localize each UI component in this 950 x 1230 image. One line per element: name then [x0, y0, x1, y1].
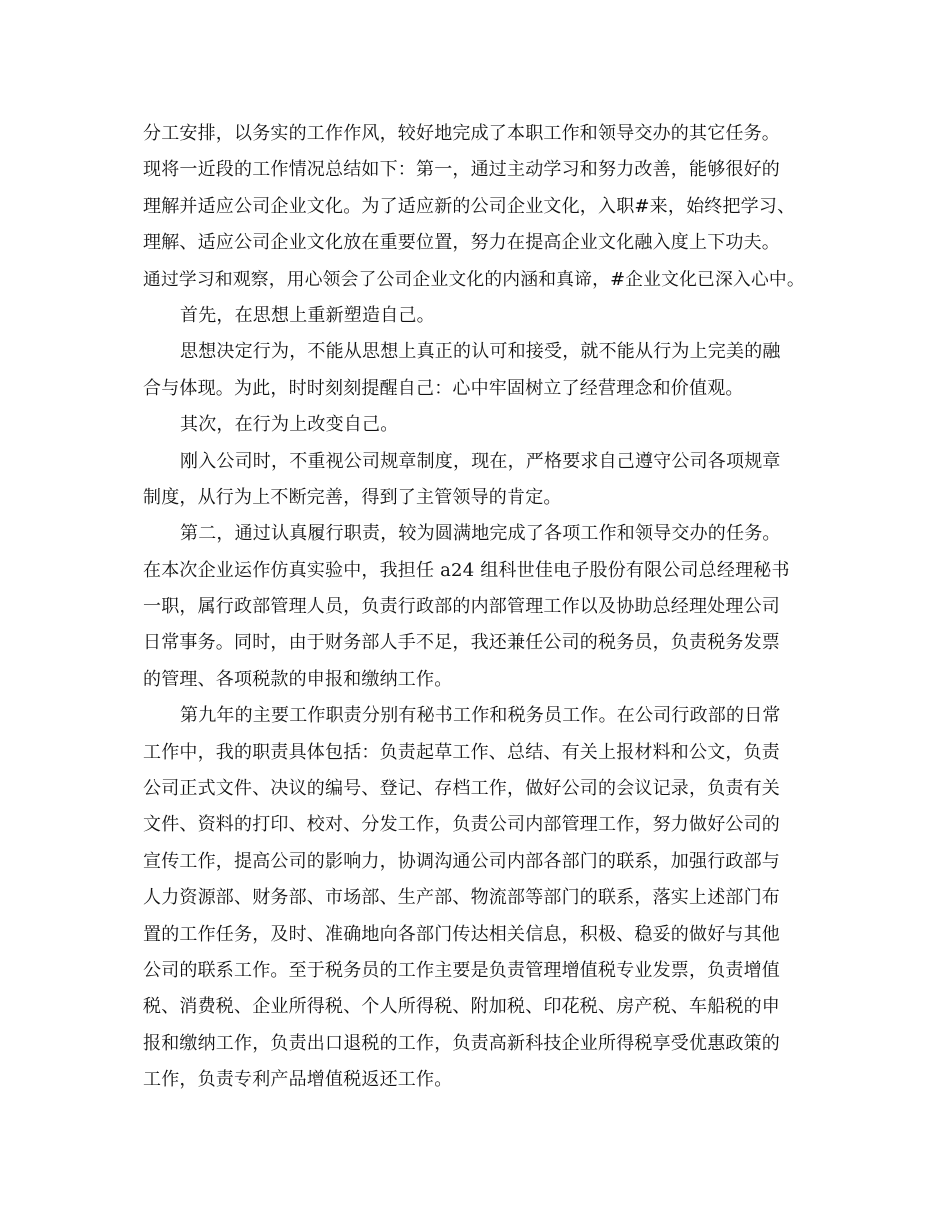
text-line: 首先，在思想上重新塑造自己。 [180, 304, 435, 326]
text-line: 一职，属行政部管理人员，负责行政部的内部管理工作以及协助总经理处理公司 [143, 596, 780, 618]
text-line: 公司的联系工作。至于税务员的工作主要是负责管理增值税专业发票，负责增值 [143, 959, 780, 981]
text-line: 现将一近段的工作情况总结如下：第一，通过主动学习和努力改善，能够很好的 [143, 159, 780, 181]
text-line: 文件、资料的打印、校对、分发工作，负责公司内部管理工作，努力做好公司的 [143, 814, 780, 836]
text-line: 报和缴纳工作，负责出口退税的工作，负责高新科技企业所得税享受优惠政策的 [143, 1032, 780, 1054]
text-line: 理解、适应公司企业文化放在重要位置，努力在提高企业文化融入度上下功夫。 [143, 232, 780, 254]
text-line: 置的工作任务，及时、准确地向各部门传达相关信息，积极、稳妥的做好与其他 [143, 923, 780, 945]
text-line: 理解并适应公司企业文化。为了适应新的公司企业文化，入职#来，始终把学习、 [143, 195, 796, 217]
text-line: 税、消费税、企业所得税、个人所得税、附加税、印花税、房产税、车船税的申 [143, 996, 780, 1018]
document-body [143, 116, 823, 1099]
text-line: 刚入公司时，不重视公司规章制度，现在，严格要求自己遵守公司各项规章 [180, 450, 781, 472]
text-line: 通过学习和观察，用心领会了公司企业文化的内涵和真谛，#企业文化已深入心中。 [143, 269, 805, 290]
text-line: 宣传工作，提高公司的影响力，协调沟通公司内部各部门的联系，加强行政部与 [143, 850, 780, 872]
text-line: 第九年的主要工作职责分别有秘书工作和税务员工作。在公司行政部的日常 [180, 705, 781, 727]
text-line: 在本次企业运作仿真实验中，我担任 a24 组科世佳电子股份有限公司总经理秘书 [143, 559, 790, 581]
text-line: 制度，从行为上不断完善，得到了主管领导的肯定。 [143, 486, 562, 508]
text-line: 公司正式文件、决议的编号、登记、存档工作，做好公司的会议记录，负责有关 [143, 778, 780, 800]
text-line: 日常事务。同时，由于财务部人手不足，我还兼任公司的税务员，负责税务发票 [143, 632, 780, 654]
text-line: 工作，负责专利产品增值税返还工作。 [143, 1069, 453, 1091]
text-line: 思想决定行为，不能从思想上真正的认可和接受，就不能从行为上完美的融 [180, 341, 781, 363]
text-line: 合与体现。为此，时时刻刻提醒自己：心中牢固树立了经营理念和价值观。 [143, 377, 744, 399]
text-line: 其次，在行为上改变自己。 [180, 414, 399, 436]
text-line: 人力资源部、财务部、市场部、生产部、物流部等部门的联系，落实上述部门布 [143, 887, 780, 909]
text-line: 的管理、各项税款的申报和缴纳工作。 [143, 668, 453, 690]
text-line: 分工安排，以务实的工作作风，较好地完成了本职工作和领导交办的其它任务。 [143, 123, 780, 144]
text-line: 第二，通过认真履行职责，较为圆满地完成了各项工作和领导交办的任务。 [180, 523, 781, 545]
text-line: 工作中，我的职责具体包括：负责起草工作、总结、有关上报材料和公文，负责 [143, 741, 780, 763]
